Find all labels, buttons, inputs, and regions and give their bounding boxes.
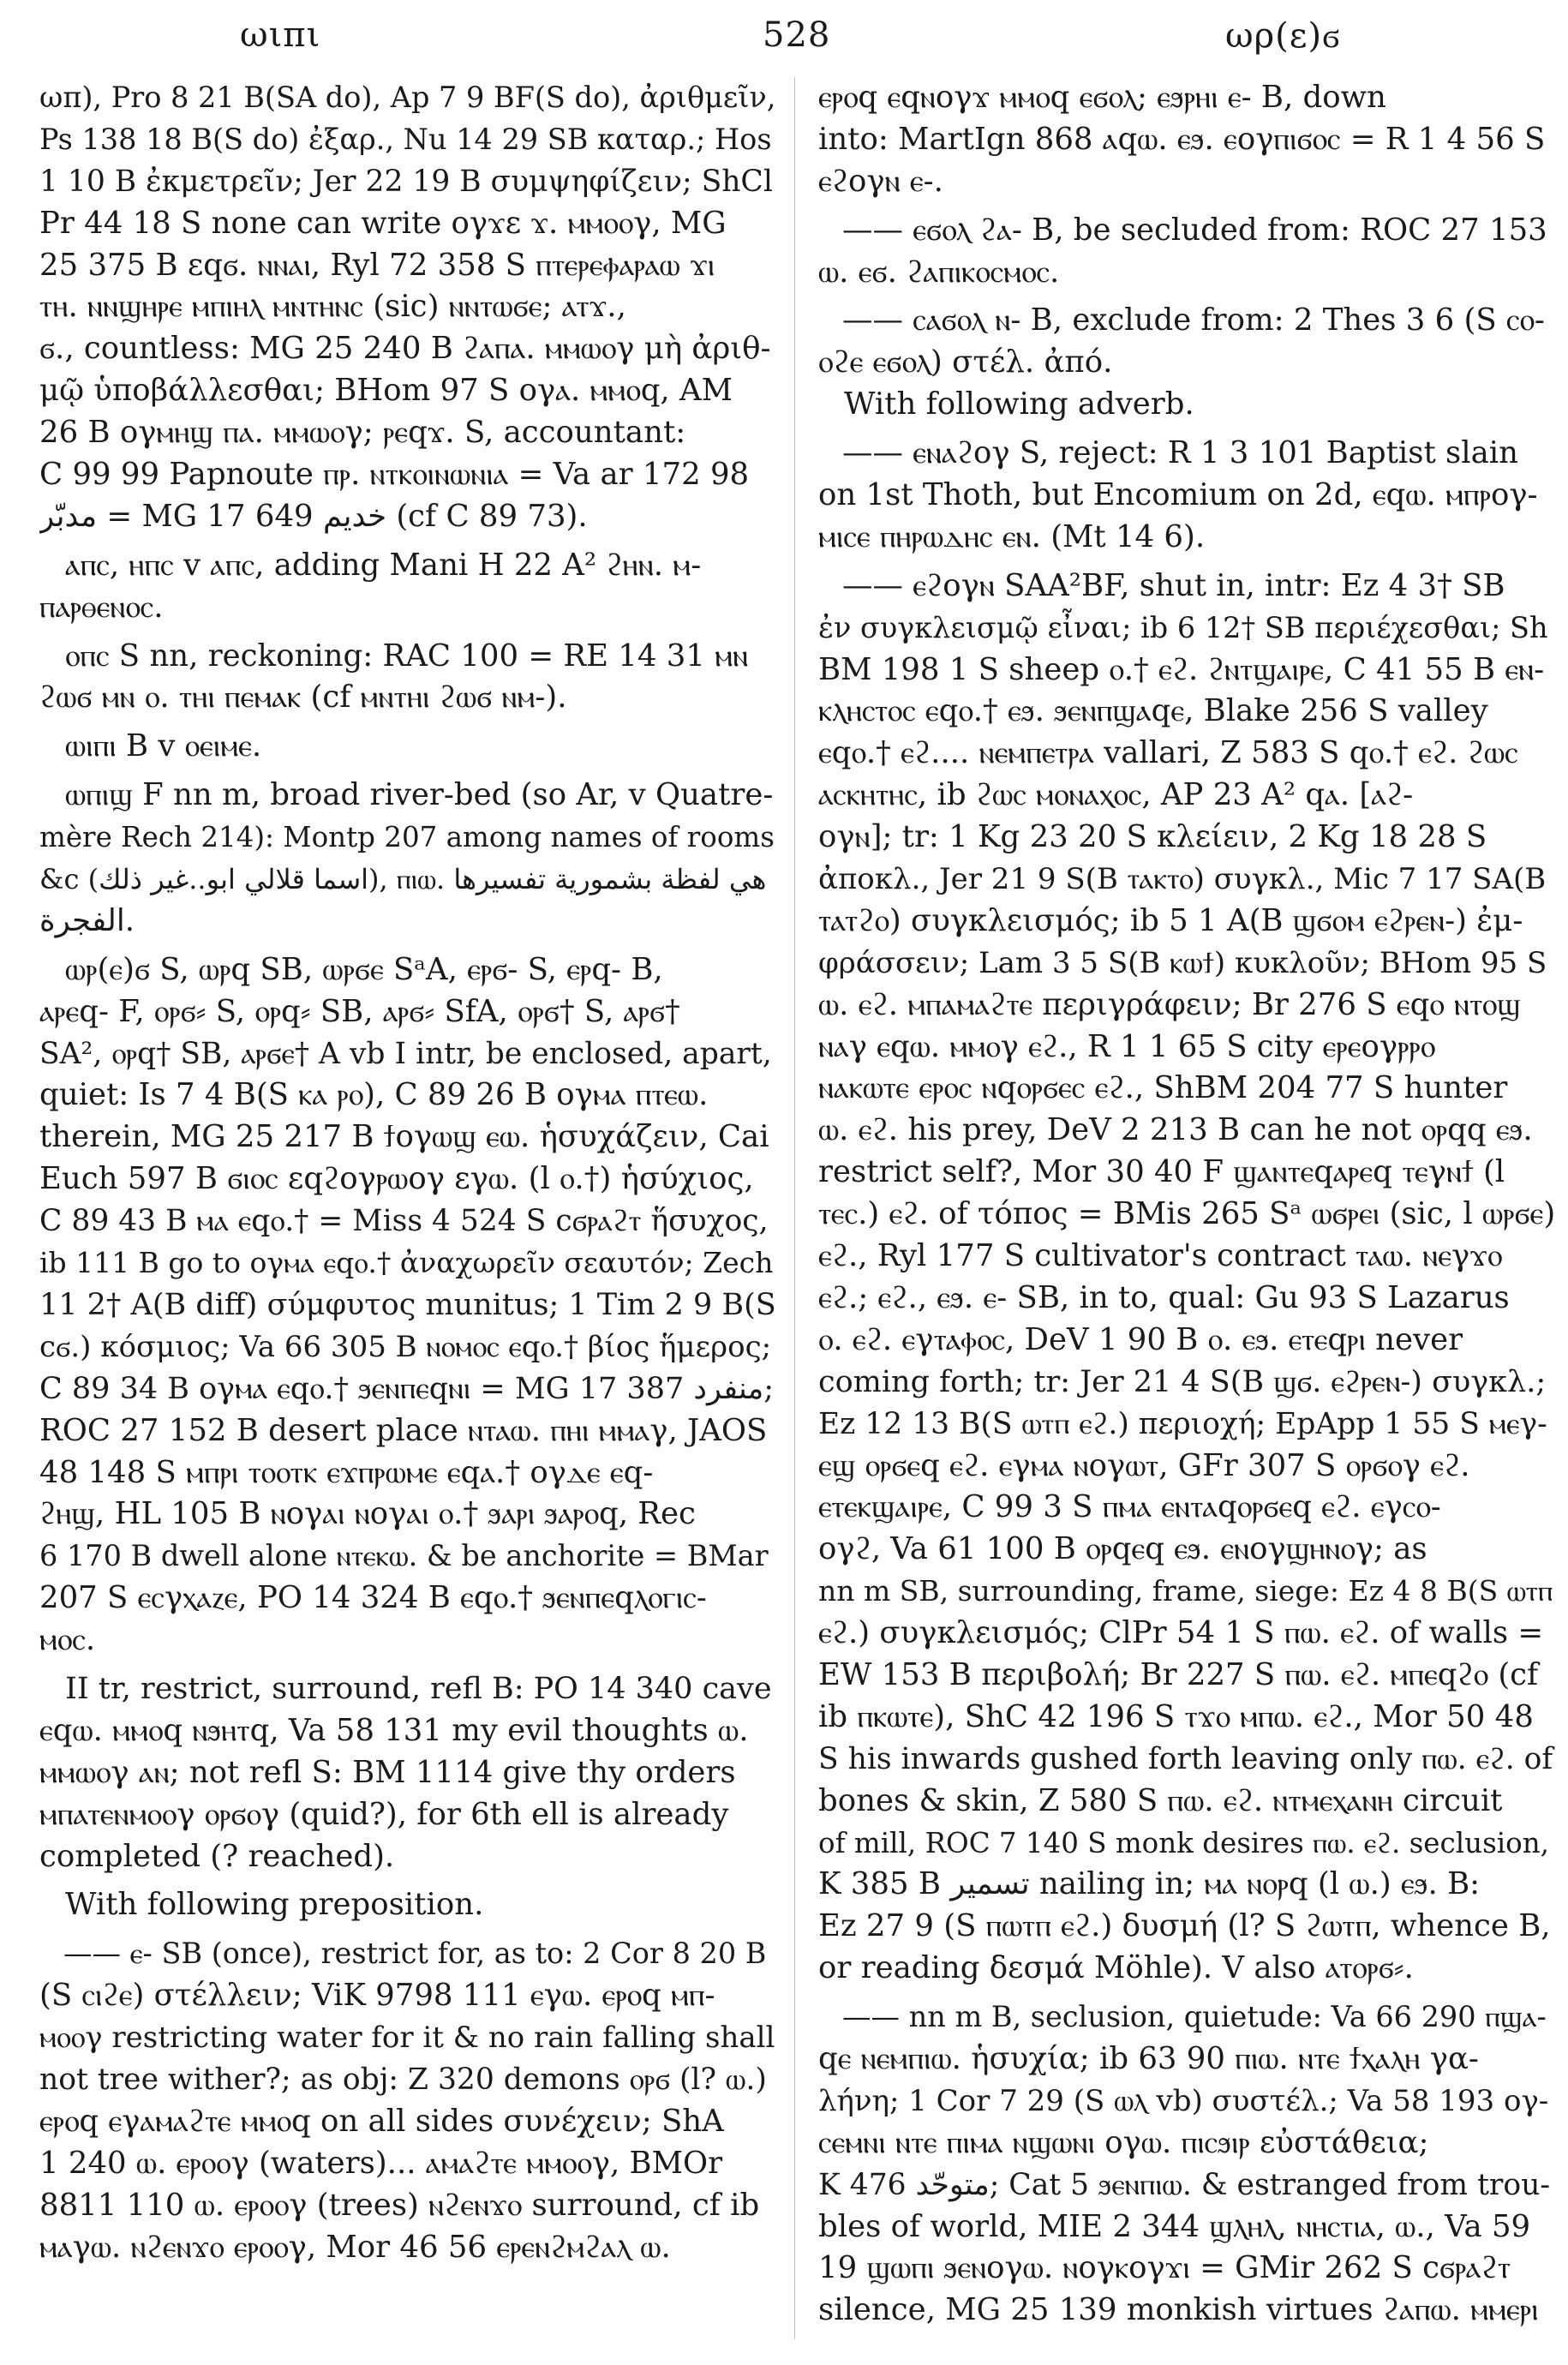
text-line: SA², ⲟⲣq† SB, ⲁⲣϭⲉ† A vb I intr, be enclosed, apart, (39, 1036, 772, 1071)
text-line: quiet: Is 7 4 B(S ⲕⲁ ⲣⲟ), C 89 26 B ογⲙⲁ ⲡⲧⲉⲱ. (39, 1077, 709, 1113)
text-line: ⲙⲟⲥ. (39, 1622, 96, 1658)
text-line: With following preposition. (65, 1887, 484, 1923)
text-line: cϭ.) κόσμιος; Va 66 305 B ⲛⲟⲙⲟⲥ ⲉqⲟ.† βίος ἥμερος; (39, 1329, 772, 1364)
text-line: ⲉϩ., Ryl 177 S cultivator's contract ⲧⲁⲱ. ⲛⲉγϫⲟ (818, 1238, 1503, 1274)
text-line: (S ⲥⲓϩⲉ) στέλλειν; ViK 9798 111 ⲉγⲱ. ⲉⲣⲟq ⲙⲡ- (39, 1978, 715, 2014)
text-line: &c (اسما قلالي ابو..غير ذلك), ⲡⲓⲱ. هي لفظة بشمورية تفسيرها (39, 863, 767, 896)
text-line: into: MartIgn 868 ⲁqⲱ. ⲉϧ. ⲉογⲡⲓϭⲟⲥ = R 1 4 56 S (818, 121, 1546, 157)
text-line: ⲱⲓⲡⲓ B v ⲟⲉⲓⲙⲉ. (65, 728, 262, 764)
text-line: ⲱⲡⲓϣ F nn m, broad river-bed (so Ar, v Quatre- (65, 777, 774, 813)
text-line: ⲉϩογⲛ ⲉ-. (818, 163, 943, 199)
text-line: ⲙⲟⲟγ restricting water for it & no rain falling shall (39, 2021, 775, 2056)
text-line: 6 170 B dwell alone ⲛⲧⲉⲕⲱ. & be anchorite = BMar (39, 1539, 769, 1573)
running-head-left: ωιπι (240, 15, 321, 55)
text-line: restrict self?, Mor 30 40 F ϣⲁⲛⲧⲉqⲁⲣⲉq ⲧⲉγⲛϯ (l (818, 1154, 1505, 1190)
text-line: on 1st Thoth, but Encomium on 2d, ⲉqⲱ. ⲙⲡⲣογ- (818, 477, 1538, 513)
text-line: II tr, restrict, surround, refl B: PO 14 340 cave (65, 1671, 772, 1706)
text-line: ⲟⲡⲥ S nn, reckoning: RAC 100 = RE 14 31 ⲙⲛ (65, 638, 749, 674)
text-line: ⲛⲁγ ⲉqⲱ. ⲙⲙⲟγ ⲉϩ., R 1 1 65 S city ⲉⲣⲉογⲣⲣⲟ (818, 1028, 1436, 1064)
text-line: ⲥⲉⲙⲛⲓ ⲛⲧⲉ ⲡⲓⲙⲁ ⲛϣⲱⲛⲓ ογⲱ. ⲡⲓⲥϧⲓⲣ εὐστάθεια; (818, 2124, 1429, 2160)
text-line: ib ⲡⲕⲱⲧⲉ), ShC 42 196 S ⲧϫⲟ ⲙⲡⲱ. ⲉϩ., Mor 50 48 (818, 1698, 1534, 1734)
text-line: not tree wither?; as obj: Z 320 demons ⲟⲣϭ (l? ⲱ.) (39, 2062, 767, 2097)
text-line: —— ⲉⲛⲁϩογ S, reject: R 1 3 101 Baptist slain (842, 435, 1519, 471)
text-line: ωπ), Pro 8 21 B(SA do), Ap 7 9 BF(S do), ἀριθμεῖν, (39, 81, 776, 114)
text-line: —— ⲉϭⲟⲗ ϩⲁ- B, be secluded from: ROC 27 153 (842, 212, 1547, 248)
text-line: 8811 110 ⲱ. ⲉⲣⲟⲟγ (trees) ⲛϩⲉⲛϫⲟ surround, cf ib (39, 2187, 760, 2223)
text-line: EW 153 B περιβολή; Br 227 S ⲡⲱ. ⲉϩ. ⲙⲡⲉqϩⲟ (cf (818, 1656, 1539, 1692)
text-line: ⲟϩⲉ ⲉϭⲟⲗ) στέλ. ἀπό. (818, 344, 1113, 380)
text-line: —— ⲥⲁϭⲟⲗ ⲛ- B, exclude from: 2 Thes 3 6 (S ⲥⲟ- (842, 302, 1545, 338)
text-line: With following adverb. (844, 386, 1194, 422)
text-line: ϩⲱϭ ⲙⲛ ⲟ. ⲧⲏⲓ ⲡⲉⲙⲁⲕ (cf ⲙⲛⲧⲏⲓ ϩⲱϭ ⲛⲙ-). (39, 680, 567, 715)
text-line: Ps 138 18 B(S do) ἐξαρ., Nu 14 29 SB καταρ.; Hos (39, 122, 772, 156)
text-line: —— nn m B, seclusion, quietude: Va 66 290 ⲡϣⲁ- (842, 2000, 1547, 2034)
column-divider (794, 77, 795, 2339)
text-line: ⲙⲡⲁⲧⲉⲛⲙⲟⲟγ ⲟⲣϭⲟγ (quid?), for 6th ell is already (39, 1796, 729, 1832)
text-line: therein, MG 25 217 B ϯογⲱϣ ⲉⲱ. ἡσυχάζειν, Cai (39, 1119, 769, 1155)
text-line: φράσσειν; Lam 3 5 S(B ⲕⲱϯ) κυκλοῦν; BHom 95 S (818, 945, 1547, 980)
text-line: —— ⲉ- SB (once), restrict for, as to: 2 Cor 8 20 B (63, 1937, 767, 1971)
text-line: Pr 44 18 S none can write ογϫε ϫ. ⲙⲙⲟⲟγ, MG (39, 205, 727, 241)
text-line: —— ⲉϩογⲛ SAA²BF, shut in, intr: Ez 4 3† SB (842, 567, 1505, 603)
text-line: bones & skin, Z 580 S ⲡⲱ. ⲉϩ. ⲛⲧⲙⲉⲭⲁⲛⲏ circuit (818, 1782, 1503, 1818)
text-line: ⲱ. ⲉϩ. his prey, DeV 2 213 B can he not ⲟⲣqq ⲉϧ. (818, 1112, 1533, 1148)
text-line: الفجرة. (39, 902, 135, 938)
text-line: C 99 99 Papnoute ⲡⲣ. ⲛⲧⲕⲟⲓⲛⲱⲛⲓⲁ = Va ar 172 98 (39, 457, 750, 493)
text-line: ⲱ. ⲉϭ. ϩⲁⲡⲓⲕⲟⲥⲙⲟⲥ. (818, 254, 1060, 290)
text-line: مدبّر = MG 17 649 خديم (cf C 89 73). (39, 498, 588, 534)
text-line: ⲧⲉⲥ.) ⲉϩ. of τόπος = BMis 265 Sᵃ ⲱϭⲣⲉⲓ (sic, l ⲱⲣϭⲉ) (818, 1196, 1555, 1232)
text-line: Euch 597 B ϭⲓⲟⲥ εqϩογⲣⲱογ εγⲱ. (l ⲟ.†) ἡσύχιος, (39, 1161, 754, 1197)
text-line: 1 240 ⲱ. ⲉⲣⲟⲟγ (waters)... ⲁⲙⲁϩⲧⲉ ⲙⲙⲟⲟγ, BMOr (39, 2145, 723, 2181)
text-line: K 476 متوحّد; Cat 5 ϧⲉⲛⲡⲓⲱ. & estranged from trou- (818, 2167, 1551, 2202)
text-line: ⲁⲣⲉq- F, ⲟⲣϭ⸗ S, ⲟⲣq⸗ SB, ⲁⲣϭ⸗ SfA, ⲟⲣϭ† S, ⲁⲣϭ† (39, 993, 680, 1029)
text-line: ⲁⲥⲕⲏⲧⲏⲥ, ib ϩⲱⲥ ⲙⲟⲛⲁⲭⲟⲥ, AP 23 A² qⲁ. [ⲁϩ- (818, 777, 1414, 813)
text-line: of mill, ROC 7 140 S monk desires ⲡⲱ. ⲉϩ. seclusion, (818, 1826, 1549, 1859)
text-line: ⲟ. ⲉϩ. ⲉγⲧⲁⲫⲟⲥ, DeV 1 90 B ⲟ. ⲉϧ. ⲉⲧⲉqⲣⲓ never (818, 1321, 1463, 1357)
text-line: ib 111 B go to ογⲙⲁ ⲉqⲟ.† ἀναχωρεῖν σεαυτόν; Zech (39, 1246, 774, 1280)
text-line: ⲉⲧⲉⲕϣⲁⲓⲣⲉ, C 99 3 S ⲡⲙⲁ ⲉⲛⲧⲁqⲟⲣϭⲉq ⲉϩ. ⲉγⲥⲟ- (818, 1489, 1441, 1525)
text-line: ⲱⲣ(ⲉ)ϭ S, ⲱⲣq SB, ⲱⲣϭⲉ SᵃA, ⲉⲣϭ- S, ⲉⲣq- B, (65, 951, 663, 987)
text-line: ⲉⲣⲟq ⲉqⲛογϫ ⲙⲙⲟq ⲉϭⲟⲗ; ⲉϧⲣⲏⲓ ⲉ- B, down (818, 80, 1386, 115)
text-line: 11 2† A(B diff) σύμφυτος munitus; 1 Tim 2 9 B(S (39, 1287, 776, 1322)
running-head-right: ωρ(ε)ϭ (1225, 16, 1341, 56)
text-line: K 385 B تسمير nailing in; ⲙⲁ ⲛⲟⲣq (l ⲱ.) ⲉϧ. B: (818, 1866, 1481, 1902)
text-line: coming forth; tr: Jer 21 4 S(B ϣϭ. ⲉϩⲣⲉⲛ-) συγκλ.; (818, 1364, 1547, 1399)
text-line: 207 S ⲉⲥγⲭⲁⲍⲉ, PO 14 324 B ⲉqⲟ.† ϧⲉⲛⲡⲉqⲗⲟⲅⲓⲥ- (39, 1580, 707, 1616)
text-line: 25 375 B εqϭ. ⲛⲛⲁⲓ, Ryl 72 358 S ⲡⲧⲉⲣⲉⲫⲁⲣⲁⲱ ϫⲓ (39, 247, 715, 283)
text-line: S his inwards gushed forth leaving only ⲡⲱ. ⲉϩ. of (818, 1741, 1553, 1776)
text-line: ⲙⲙⲱⲟγ ⲁⲛ; not refl S: BM 1114 give thy orders (39, 1754, 736, 1790)
text-line: ⲧⲁⲧϩⲟ) συγκλεισμός; ib 5 1 A(B ϣϭⲟⲙ ⲉϩⲣⲉⲛ-) ἐμ- (818, 902, 1523, 938)
text-line: ϩⲏϣ, HL 105 B ⲛογⲁⲓ ⲛογⲁⲓ ⲟ.† ϧⲁⲣⲓ ϧⲁⲣⲟq, Rec (39, 1496, 696, 1532)
text-line: 19 ϣⲱⲡⲓ ϧⲉⲛογⲱ. ⲛογⲕογϫⲓ = GMir 262 S cϭⲣⲁϩⲧ (818, 2250, 1511, 2286)
text-line: nn m SB, surrounding, frame, siege: Ez 4 8 B(S ⲱⲧⲡ (818, 1574, 1553, 1608)
text-line: C 89 34 B ογⲙⲁ ⲉqⲟ.† ϧⲉⲛⲡⲉqⲛⲓ = MG 17 387 منفرد; (39, 1371, 775, 1406)
text-line: ϭ., countless: MG 25 240 B ϩⲁⲡⲁ. ⲙⲙⲱⲟγ μὴ ἀριθ- (39, 331, 771, 367)
text-line: ογⲛ]; tr: 1 Kg 23 20 S κλείειν, 2 Kg 18 28 S (818, 819, 1487, 855)
text-line: ἀποκλ., Jer 21 9 S(B ⲧⲁⲕⲧⲟ) συγκλ., Mic 7 17 SA(B (818, 862, 1547, 897)
text-line: ⲧⲏ. ⲛⲛϣⲏⲣⲉ ⲙⲡⲓⲏⲗ ⲙⲛⲧⲏⲛⲥ (sic) ⲛⲛⲧⲱϭⲉ; ⲁⲧϫ., (39, 289, 626, 325)
text-line: ⲉϩ.; ⲉϩ., ⲉϧ. ⲉ- SB, in to, qual: Gu 93 S Lazarus (818, 1279, 1510, 1315)
right-column (818, 77, 1555, 2348)
text-line: ⲙⲓⲥⲉ ⲡⲏⲣⲱⲇⲏⲥ ⲉⲛ. (Mt 14 6). (818, 518, 1206, 554)
page-number: 528 (763, 15, 831, 55)
text-line: ⲛⲁⲕⲱⲧⲉ ⲉⲣⲟⲥ ⲛqⲟⲣϭⲉⲥ ⲉϩ., ShBM 204 77 S hunter (818, 1070, 1508, 1106)
text-line: ⲁⲡⲥ, ⲏⲡⲥ v ⲁⲡⲥ, adding Mani H 22 A² ϩⲏⲛ. ⲙ- (65, 547, 702, 583)
text-line: ⲡⲁⲣⲑⲉⲛⲟⲥ. (39, 589, 164, 625)
text-line: silence, MG 25 139 monkish virtues ϩⲁⲡⲱ. ⲙⲙⲉⲣⲓ (818, 2292, 1539, 2328)
text-line: 48 148 S ⲙⲡⲣⲓ ⲧⲟⲟⲧⲕ ⲉϫⲡⲣⲱⲙⲉ ⲉqⲁ.† ογⲇⲉ ⲉq- (39, 1454, 654, 1490)
left-column (39, 77, 776, 2348)
text-line: λήνη; 1 Cor 7 29 (S ⲱⲗ vb) συστέλ.; Va 58 193 ογ- (818, 2083, 1549, 2118)
text-line: or reading δεσμά Möhle). V also ⲁⲧⲟⲣϭ⸗. (818, 1950, 1414, 1986)
text-line: ⲉϩ.) συγκλεισμός; ClPr 54 1 S ⲡⲱ. ⲉϩ. of walls = (818, 1615, 1544, 1651)
text-line: ⲉqⲱ. ⲙⲙⲟq ⲛϧⲏⲧq, Va 58 131 my evil thoughts ⲱ. (39, 1712, 749, 1748)
text-line: bles of world, MIE 2 344 ϣⲗⲏⲗ, ⲛⲏⲥⲧⲓⲁ, ⲱ., Va 59 (818, 2208, 1531, 2244)
text-line: ROC 27 152 B desert place ⲛⲧⲁⲱ. ⲡⲏⲓ ⲙⲙⲁγ, JAOS (39, 1412, 768, 1448)
text-line: 1 10 B ἐκμετρεῖν; Jer 22 19 B συμψηφίζειν; ShCl (39, 164, 773, 199)
text-line: C 89 43 B ⲙⲁ ⲉqⲟ.† = Miss 4 524 S cϭⲣⲁϩⲧ ἥσυχος, (39, 1204, 769, 1239)
text-line: ⲉqⲟ.† ⲉϩ.... ⲛⲉⲙⲡⲉⲧⲣⲁ vallari, Z 583 S qⲟ.† ⲉϩ. ϩⲱⲥ (818, 735, 1518, 771)
text-line: mère Rech 214): Montp 207 among names of rooms (39, 821, 775, 854)
text-line: BM 198 1 S sheep ⲟ.† ⲉϩ. ϩⲛⲧϣⲁⲓⲣⲉ, C 41 55 B ⲉⲛ- (818, 651, 1545, 687)
text-line: ⲉϣ ⲟⲣϭⲉq ⲉϩ. ⲉγⲙⲁ ⲛογⲱⲧ, GFr 307 S ⲟⲣϭⲟγ ⲉϩ. (818, 1447, 1470, 1483)
text-line: ογϩ, Va 61 100 B ⲟⲣqⲉq ⲉϧ. ⲉⲛογϣⲏⲛⲟγ; as (818, 1531, 1427, 1567)
text-line: Ez 27 9 (S ⲡⲱⲧⲡ ⲉϩ.) δυσμή (l? S ϩⲱⲧⲡ, whence B, (818, 1908, 1551, 1944)
text-line: ⲕⲗⲏⲥⲧⲟⲥ ⲉqⲟ.† ⲉϧ. ϧⲉⲛⲡϣⲁqⲉ, Blake 256 S valley (818, 693, 1488, 729)
text-line: μῷ ὑποβάλλεσθαι; BHom 97 S ογⲁ. ⲙⲙⲟq, AM (39, 373, 733, 409)
text-line: ⲉⲣⲟq ⲉγⲁⲙⲁϩⲧⲉ ⲙⲙⲟq on all sides συνέχειν; ShA (39, 2103, 724, 2139)
text-line: ⲱ. ⲉϩ. ⲙⲡⲁⲙⲁϩⲧⲉ περιγράφειν; Br 276 S ⲉqⲟ ⲛⲧⲟϣ (818, 986, 1521, 1022)
text-line: 26 B ογⲙⲏϣ ⲡⲁ. ⲙⲙⲱⲟγ; ⲣⲉqϫ. S, accountant: (39, 415, 686, 451)
text-line: qⲉ ⲛⲉⲙⲡⲓⲱ. ἡσυχία; ib 63 90 ⲡⲓⲱ. ⲛⲧⲉ ϯⲭⲁⲗⲏ γα- (818, 2040, 1479, 2076)
text-line: Ez 12 13 B(S ⲱⲧⲡ ⲉϩ.) περιοχή; EpApp 1 55 S ⲙⲉγ- (818, 1406, 1547, 1441)
text-line: completed (? reached). (39, 1838, 395, 1874)
text-line: ἐν συγκλεισμῷ εἶναι; ib 6 12† SB περιέχεσθαι; Sh (818, 610, 1548, 644)
text-line: ⲙⲁγⲱ. ⲛϩⲉⲛϫⲟ ⲉⲣⲟⲟγ, Mor 46 56 ⲉⲣⲉⲛϩⲙϩⲁⲗ ⲱ. (39, 2229, 671, 2265)
